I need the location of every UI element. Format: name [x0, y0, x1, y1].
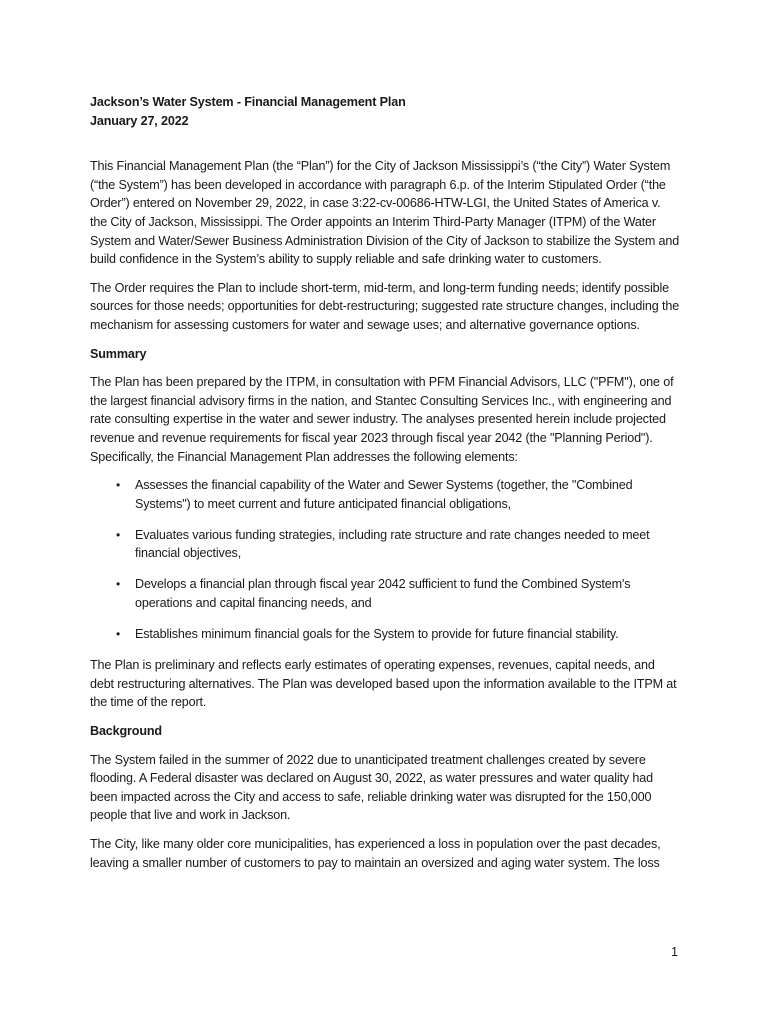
intro-paragraph-1: This Financial Management Plan (the “Plan”) for the City of Jackson Mississippi’s (“the City”) Water System (“the System”) has been developed in accordance with paragraph 6.p. of the Interim Stipulated Order (“the Order”) entered on November 29, 2022, in case 3:22-cv-00686-HTW-LGI, the United States of America v. the City of Jackson, Mississippi. The Order appoints an Interim Third-Party Manager (ITPM) of the Water System and Water/Sewer Business Administration Division of the City of Jackson to stabilize the System and build confidence in the System’s ability to supply reliable and safe drinking water to customers. [90, 159, 680, 267]
document-body [90, 93, 680, 882]
document-title: Jackson’s Water System - Financial Management Plan [90, 95, 406, 109]
list-item [90, 575, 680, 612]
document-date: January 27, 2022 [90, 113, 189, 128]
list-item [90, 526, 680, 563]
bullet-text: Establishes minimum financial goals for the System to provide for future financial stability. [135, 627, 619, 642]
intro-paragraph-2: The Order requires the Plan to include short-term, mid-term, and long-term funding needs; identify possible sources for those needs; opportunities for debt-restructuring; suggested rate structure changes, including the mechanism for assessing customers for water and sewage uses; and alternative governance options. [90, 280, 680, 332]
list-item [90, 476, 680, 513]
summary-closing-paragraph: The Plan is preliminary and reflects early estimates of operating expenses, revenues, capital needs, and debt restructuring alternatives. The Plan was developed based upon the information available to the ITPM at the time of the report. [90, 658, 677, 710]
bullet-icon: • [116, 478, 121, 493]
bullet-icon: • [116, 527, 121, 542]
bullet-icon: • [116, 577, 121, 592]
title-block [90, 93, 680, 130]
background-paragraph-2: The City, like many older core municipalities, has experienced a loss in population over the past decades, leaving a smaller number of customers to pay to maintain an oversized and aging water system. The loss [90, 837, 661, 870]
summary-heading: Summary [90, 346, 147, 361]
bullet-icon: • [116, 627, 121, 642]
bullet-text: Assesses the financial capability of the Water and Sewer Systems (together, the "Combined Systems") to meet current and future anticipated financial obligations, [135, 478, 633, 511]
summary-paragraph: The Plan has been prepared by the ITPM, in consultation with PFM Financial Advisors, LLC ("PFM"), one of the largest financial advisory firms in the nation, and Stantec Consulting Services Inc., with engineering and rate consulting expertise in the water and sewer industry. The analyses presented herein include projected revenue and revenue requirements for fiscal year 2023 through fiscal year 2042 (the "Planning Period"). Specifically, the Financial Management Plan addresses the following elements: [90, 375, 674, 464]
bullet-text: Evaluates various funding strategies, including rate structure and rate changes needed to meet financial objectives, [135, 527, 650, 561]
background-heading: Background [90, 724, 162, 739]
background-paragraph-1: The System failed in the summer of 2022 due to unanticipated treatment challenges created by severe flooding. A Federal disaster was declared on August 30, 2022, as water pressures and water quality had been impacted across the City and access to safe, reliable drinking water was disrupted for the 150,000 people that live and work in Jackson. [90, 752, 653, 823]
spacer [90, 130, 680, 157]
bullet-text: Develops a financial plan through fiscal year 2042 sufficient to fund the Combined System's operations and capital financing needs, and [135, 577, 631, 611]
list-item [90, 625, 680, 644]
summary-bullet-list [90, 476, 680, 644]
page-number: 1 [670, 945, 678, 959]
